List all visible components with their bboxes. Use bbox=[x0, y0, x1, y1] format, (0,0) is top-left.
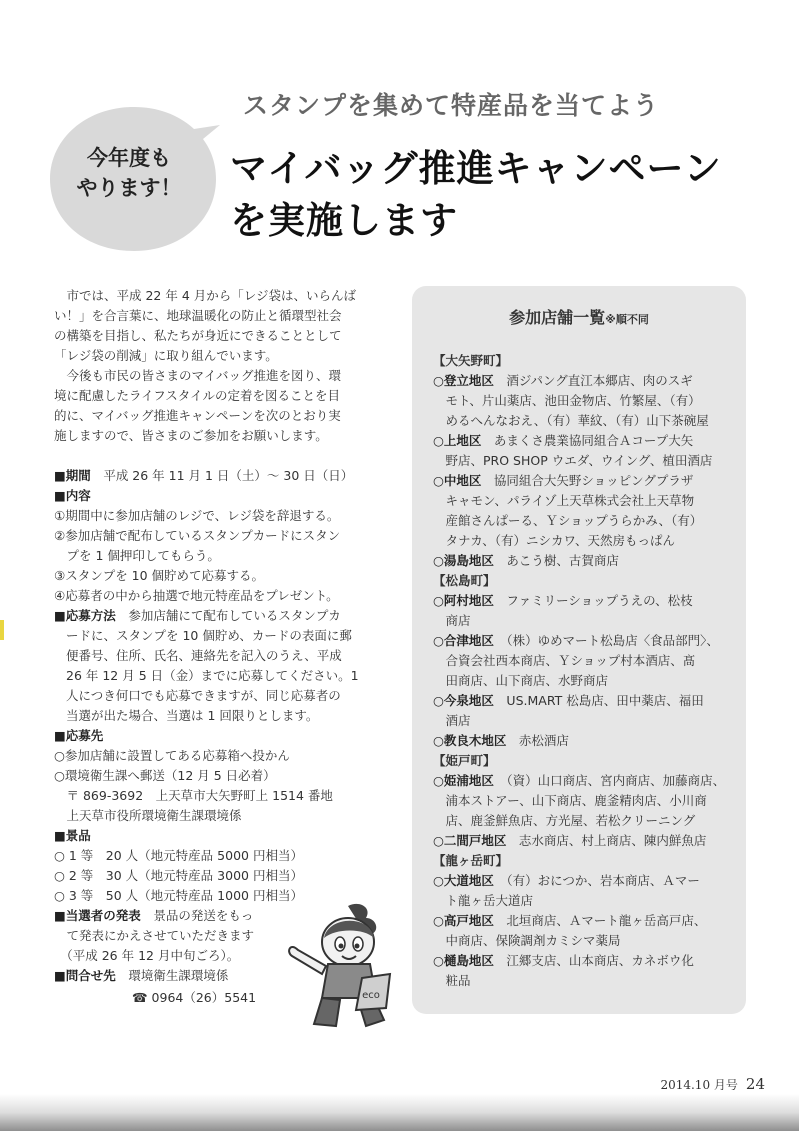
period-label: ■期間 bbox=[54, 468, 91, 483]
store-area-name: ○上地区 bbox=[433, 433, 482, 448]
store-region-heading: 【大矢野町】 bbox=[433, 353, 509, 368]
winners-first-line: 景品の発送をもっ bbox=[140, 908, 254, 923]
store-names-continued: 粧品 bbox=[433, 973, 471, 988]
store-names: （株）ゆめマート松島店〈食品部門〉、 bbox=[493, 633, 719, 648]
store-list-note: ※順不同 bbox=[605, 313, 649, 326]
content-item: プを 1 個押印してもらう。 bbox=[54, 548, 220, 563]
store-area-name: ○中地区 bbox=[433, 473, 482, 488]
store-area-name: ○二間戸地区 bbox=[433, 833, 507, 848]
method-line: 人につき何口でも応募できますが、同じ応募者の bbox=[66, 688, 341, 703]
contact-phone: ☎ 0964（26）5541 bbox=[132, 990, 257, 1005]
store-names-continued: 産館さんぱーる、Ｙショップうらかみ、（有） bbox=[433, 513, 703, 528]
method-line: 26 年 12 月 5 日（金）までに応募してください。1 bbox=[66, 668, 359, 683]
store-region-heading: 【姫戸町】 bbox=[433, 753, 496, 768]
store-area-line bbox=[433, 831, 706, 851]
store-area-name: ○高戸地区 bbox=[433, 913, 494, 928]
office-name: 上天草市役所環境衛生課環境係 bbox=[54, 808, 242, 823]
intro-line: 今後も市民の皆さまのマイバッグ推進を図り、環 bbox=[54, 368, 342, 383]
content-item: ③スタンプを 10 個貯めて応募する。 bbox=[54, 568, 265, 583]
store-names-continued: 田商店、山下商店、水野商店 bbox=[433, 673, 609, 688]
method-section bbox=[54, 606, 341, 626]
intro-line: 市では、平成 22 年 4 月から「レジ袋は、いらんば bbox=[54, 288, 356, 303]
store-area-line bbox=[433, 371, 693, 391]
period-section bbox=[54, 466, 353, 486]
destination-item: ○環境衛生課へ郵送（12 月 5 日必着） bbox=[54, 768, 276, 783]
store-area-line bbox=[433, 471, 693, 491]
store-names: 江郷支店、山本商店、カネボウ化 bbox=[493, 953, 694, 968]
store-names-continued: 商店 bbox=[433, 613, 471, 628]
intro-line: 境に配慮したライフスタイルの定着を図ることを目 bbox=[54, 388, 341, 403]
winners-line: （平成 26 年 12 月中旬ごろ）。 bbox=[54, 948, 240, 963]
method-line: ードに、スタンプを 10 個貯め、カードの表面に郵 bbox=[66, 628, 352, 643]
store-list-heading: 参加店舗一覧 bbox=[509, 308, 606, 327]
destination-label: ■応募先 bbox=[54, 728, 104, 743]
store-area-name: ○阿村地区 bbox=[433, 593, 494, 608]
store-names-continued: 中商店、保険調剤カミシマ薬局 bbox=[433, 933, 621, 948]
store-area-line bbox=[433, 551, 619, 571]
store-region-heading: 【松島町】 bbox=[433, 573, 496, 588]
subtitle: スタンプを集めて特産品を当てよう bbox=[243, 91, 660, 120]
store-area-line bbox=[433, 691, 704, 711]
content-item: ①期間中に参加店舗のレジで、レジ袋を辞退する。 bbox=[54, 508, 340, 523]
prize-item: ○ 1 等 20 人（地元特産品 5000 円相当） bbox=[54, 848, 303, 863]
store-names-continued: 浦本ストアー、山下商店、鹿釜精肉店、小川商 bbox=[433, 793, 707, 808]
store-names-continued: ト龍ヶ岳大道店 bbox=[433, 893, 534, 908]
page-title-line1: マイバッグ推進キャンペーン bbox=[230, 147, 722, 190]
store-names: （有）おにつか、岩本商店、Ａマー bbox=[493, 873, 700, 888]
store-names: ファミリーショップうえの、松枝 bbox=[493, 593, 693, 608]
intro-line: い！」を合言葉に、地球温暖化の防止と循環型社会 bbox=[54, 308, 342, 323]
store-area-line bbox=[433, 771, 725, 791]
store-names: あまくさ農業協同組合Ａコープ大矢 bbox=[481, 433, 694, 448]
content-item: ④応募者の中から抽選で地元特産品をプレゼント。 bbox=[54, 588, 339, 603]
store-names-continued: 野店、PRO SHOP ウエダ、ウイング、植田酒店 bbox=[433, 453, 713, 468]
method-first-line: 参加店舗にて配布しているスタンプカ bbox=[115, 608, 341, 623]
prize-item: ○ 2 等 30 人（地元特産品 3000 円相当） bbox=[54, 868, 303, 883]
winners-line: て発表にかえさせていただきます bbox=[54, 928, 255, 943]
intro-line: の構築を目指し、私たちが身近にできることとして bbox=[54, 328, 342, 343]
store-area-name: ○合津地区 bbox=[433, 633, 494, 648]
store-names-continued: モト、片山薬店、池田金物店、竹繁屋、（有） bbox=[433, 393, 701, 408]
winners-label: ■当選者の発表 bbox=[54, 908, 141, 923]
store-area-name: ○大道地区 bbox=[433, 873, 494, 888]
store-area-line bbox=[433, 911, 706, 931]
intro-line: 「レジ袋の削減」に取り組んでいます。 bbox=[54, 348, 278, 363]
store-area-line bbox=[433, 871, 700, 891]
method-line: 便番号、住所、氏名、連絡先を記入のうえ、平成 bbox=[66, 648, 342, 663]
store-area-name: ○樋島地区 bbox=[433, 953, 494, 968]
contact-section bbox=[54, 966, 228, 986]
store-names: 赤松酒店 bbox=[506, 733, 569, 748]
store-area-line bbox=[433, 951, 694, 971]
store-area-line bbox=[433, 631, 719, 651]
footer-band bbox=[0, 1094, 799, 1131]
mascot-illustration bbox=[278, 898, 394, 1034]
store-area-line bbox=[433, 591, 693, 611]
store-area-line bbox=[433, 431, 693, 451]
eco-bag-label: eco bbox=[362, 990, 380, 1001]
period-text: 平成 26 年 11 月 1 日（土）～ 30 日（日） bbox=[90, 468, 354, 483]
bubble-text-line1: 今年度も bbox=[87, 146, 171, 170]
issue-label: 2014.10 月号 bbox=[660, 1078, 738, 1092]
page-info bbox=[660, 1075, 765, 1093]
prizes-label: ■景品 bbox=[54, 828, 91, 843]
contact-label: ■問合せ先 bbox=[54, 968, 116, 983]
content-label: ■内容 bbox=[54, 488, 91, 503]
prize-item: ○ 3 等 50 人（地元特産品 1000 円相当） bbox=[54, 888, 303, 903]
store-area-name: ○教良木地区 bbox=[433, 733, 507, 748]
intro-line: 施しますので、皆さまのご参加をお願いします。 bbox=[54, 428, 328, 443]
store-names-continued: 酒店 bbox=[433, 713, 471, 728]
store-names: 志水商店、村上商店、陳内鮮魚店 bbox=[506, 833, 707, 848]
store-names: （資）山口商店、宮内商店、加藤商店、 bbox=[493, 773, 726, 788]
page-number: 24 bbox=[745, 1075, 765, 1093]
postal-address: 〒 869-3692 上天草市大矢野町上 1514 番地 bbox=[54, 788, 333, 803]
store-area-name: ○湯島地区 bbox=[433, 553, 494, 568]
store-names-continued: めるへんなおえ、（有）華紋、（有）山下茶碗屋 bbox=[433, 413, 709, 428]
method-line: 当選が出た場合、当選は 1 回限りとします。 bbox=[66, 708, 319, 723]
side-marker bbox=[0, 620, 4, 640]
store-region-heading: 【龍ヶ岳町】 bbox=[433, 853, 509, 868]
store-names-continued: タナカ、（有）ニシカワ、天然房もっぱん bbox=[433, 533, 676, 548]
destination-item: ○参加店舗に設置してある応募箱へ投かん bbox=[54, 748, 290, 763]
store-area-name: ○姫浦地区 bbox=[433, 773, 494, 788]
store-names: US.MART 松島店、田中薬店、福田 bbox=[493, 693, 704, 708]
contact-office: 環境衛生課環境係 bbox=[115, 968, 229, 983]
store-names: 酒ジパング直江本郷店、肉のスギ bbox=[493, 373, 693, 388]
store-names-continued: 店、鹿釜鮮魚店、方光屋、若松クリーニング bbox=[433, 813, 696, 828]
store-area-name: ○登立地区 bbox=[433, 373, 494, 388]
store-names: 協同組合大矢野ショッピングプラザ bbox=[481, 473, 694, 488]
store-names: 北垣商店、Ａマート龍ヶ岳高戸店、 bbox=[493, 913, 707, 928]
store-names-continued: キャモン、パライゾ上天草株式会社上天草物 bbox=[433, 493, 695, 508]
store-area-name: ○今泉地区 bbox=[433, 693, 494, 708]
store-names: あこう樹、古賀商店 bbox=[493, 553, 619, 568]
winners-section bbox=[54, 906, 253, 926]
method-label: ■応募方法 bbox=[54, 608, 116, 623]
store-area-line bbox=[433, 731, 569, 751]
intro-line: 的に、マイバッグ推進キャンペーンを次のとおり実 bbox=[54, 408, 341, 423]
content-item: ②参加店舗で配布しているスタンプカードにスタン bbox=[54, 528, 341, 543]
store-names-continued: 合資会社西本商店、Ｙショップ村本酒店、髙 bbox=[433, 653, 696, 668]
store-list-title bbox=[412, 305, 746, 328]
page-title-line2: を実施します bbox=[230, 199, 458, 242]
bubble-text-line2: やります！ bbox=[76, 176, 182, 200]
